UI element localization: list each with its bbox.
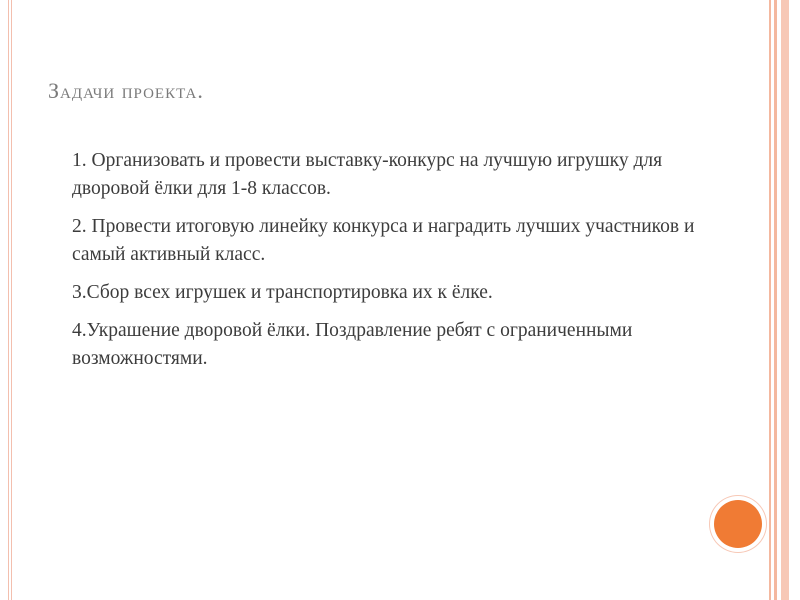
bullet-list	[40, 147, 720, 383]
bullet-item	[40, 213, 720, 269]
bullet-text: 3.Сбор всех игрушек и транспортировка их к ёлке.	[72, 282, 493, 303]
bullet-item	[40, 279, 720, 307]
bullet-text: 1. Организовать и провести выставку-конкурс на лучшую игрушку для дворовой ёлки для 1-8 классов.	[72, 150, 663, 199]
right-decorative-stripe	[781, 0, 789, 600]
right-decorative-stripe	[774, 0, 777, 600]
bullet-text: 4.Украшение дворовой ёлки. Поздравление ребят с ограниченными возможностями.	[72, 320, 633, 369]
left-decorative-stripe	[8, 0, 9, 600]
bullet-text: 2. Провести итоговую линейку конкурса и наградить лучших участников и самый активный класс.	[72, 216, 695, 265]
right-decorative-stripe	[769, 0, 771, 600]
left-decorative-stripe	[11, 0, 12, 600]
decorative-circle-icon	[714, 500, 762, 548]
bullet-item	[40, 317, 720, 373]
bullet-item	[40, 147, 720, 203]
slide-title: Задачи проекта.	[48, 78, 204, 103]
